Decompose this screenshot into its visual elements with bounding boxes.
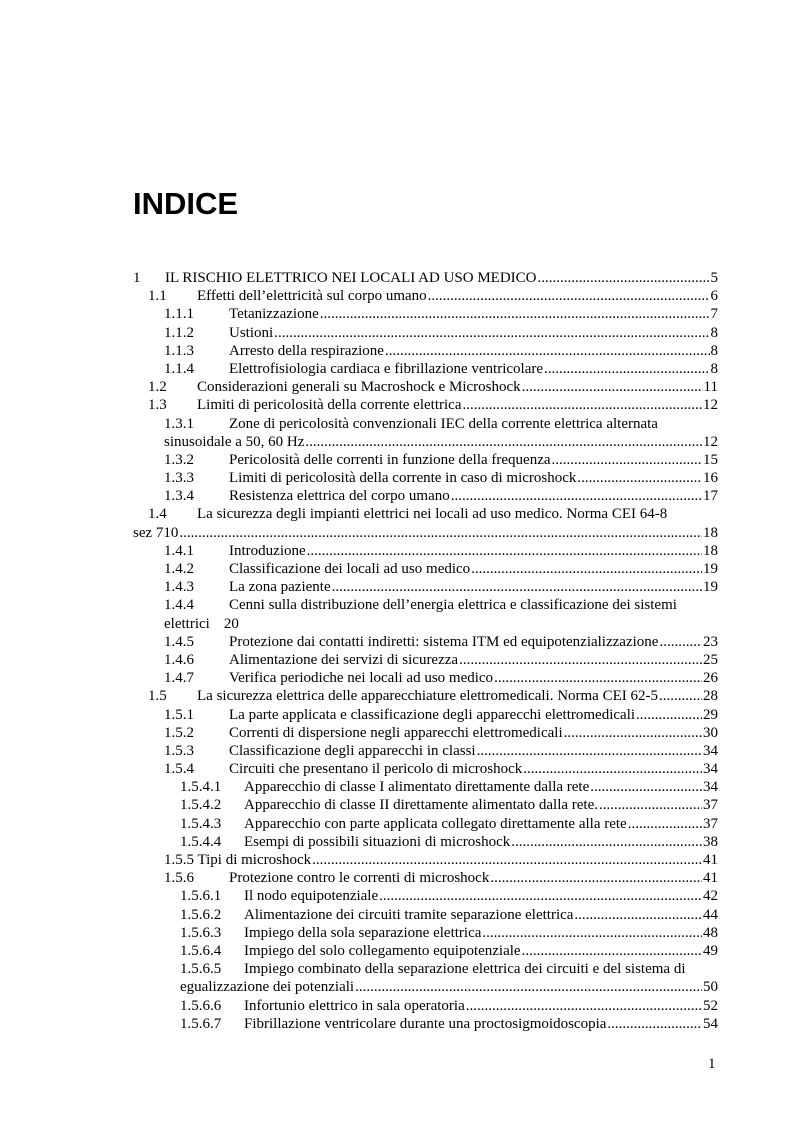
toc-entry-title: Impiego della sola separazione elettrica — [244, 924, 482, 941]
toc-entry — [0, 360, 793, 378]
toc-entry-page: 11 — [703, 379, 718, 396]
toc-leader-dots — [522, 378, 703, 396]
toc-entry-page: 44 — [703, 906, 718, 923]
toc-entry — [0, 924, 793, 942]
toc-entry-line — [197, 287, 718, 305]
toc-entry-title: Zone di pericolosità convenzionali IEC della corrente elettrica alternata — [229, 415, 658, 432]
toc-entry-title: Impiego del solo collegamento equipotenziale — [244, 942, 521, 959]
toc-leader-dots — [522, 942, 702, 960]
toc-entry-title: Alimentazione dei circuiti tramite separazione elettrica — [244, 906, 574, 923]
toc-entry-continuation — [0, 433, 793, 451]
toc-entry — [0, 906, 793, 924]
toc-entry-number: 1 — [133, 270, 141, 286]
toc-leader-dots — [544, 360, 709, 378]
toc-entry-line — [244, 778, 718, 796]
toc-entry-page: 34 — [703, 742, 718, 759]
toc-leader-dots — [477, 742, 702, 760]
toc-entry-page: 50 — [703, 979, 718, 996]
toc-leader-dots — [628, 815, 702, 833]
toc-entry-title: Classificazione dei locali ad uso medico — [229, 561, 471, 577]
toc-entry-title: Protezione dai contatti indiretti: sistema ITM ed equipotenzializzazione — [229, 633, 659, 650]
toc-entry-title: Resistenza elettrica del corpo umano — [229, 488, 450, 505]
toc-entry-number: 1.3.4 — [164, 488, 194, 505]
toc-entry-page: 48 — [703, 924, 718, 941]
toc-entry-title: Considerazioni generali su Macroshock e Microshock — [197, 379, 521, 396]
toc-entry-line — [229, 342, 718, 360]
toc-entry — [0, 633, 793, 651]
toc-leader-dots — [379, 887, 702, 905]
toc-entry-line — [244, 942, 718, 960]
toc-entry-page: 8 — [710, 342, 718, 359]
toc-leader-dots — [659, 633, 702, 651]
toc-leader-dots — [312, 851, 702, 869]
toc-entry-line — [229, 578, 718, 596]
toc-entry-number: 1.3 — [148, 397, 167, 414]
toc-entry-number: 1.1.4 — [164, 360, 194, 377]
toc-entry-page: 8 — [710, 324, 718, 341]
toc-entry-page: 15 — [703, 451, 718, 468]
toc-leader-dots — [179, 524, 702, 542]
toc-entry-title: Introduzione — [229, 542, 306, 559]
toc-leader-dots — [511, 833, 702, 851]
toc-entry-line — [229, 869, 718, 887]
toc-entry — [0, 778, 793, 796]
toc-entry-page: 37 — [703, 797, 718, 814]
toc-leader-dots — [462, 396, 702, 414]
toc-leader-dots — [490, 869, 702, 887]
toc-entry-line — [133, 524, 718, 542]
toc-entry-page: 18 — [703, 542, 718, 559]
toc-leader-dots — [636, 706, 702, 724]
toc-leader-dots — [482, 924, 702, 942]
toc-entry — [0, 742, 793, 760]
toc-entry-title: egualizzazione dei potenziali — [180, 979, 355, 996]
toc-entry — [0, 505, 793, 523]
toc-entry-page: 5 — [710, 270, 718, 286]
toc-entry-title: elettrici — [164, 615, 210, 632]
toc-entry-line — [229, 487, 718, 505]
toc-entry-number: 1.5.6.3 — [180, 924, 222, 941]
toc-entry-title: Classificazione degli apparecchi in classi — [229, 742, 476, 759]
toc-leader-dots — [274, 324, 709, 342]
toc-entry-page: 41 — [703, 852, 718, 868]
toc-entry-number: 1.5.4 — [164, 761, 194, 778]
toc-entry — [0, 269, 793, 287]
toc-entry-line — [244, 833, 718, 851]
toc-entry-line — [229, 633, 718, 651]
toc-leader-dots — [451, 487, 702, 505]
toc-entry-line — [229, 742, 718, 760]
toc-leader-dots — [574, 906, 702, 924]
toc-entry-number: 1.3.1 — [164, 415, 194, 432]
toc-entry — [0, 305, 793, 323]
toc-entry-title: Impiego combinato della separazione elettrica dei circuiti e del sistema di — [244, 961, 686, 978]
toc-entry — [0, 378, 793, 396]
toc-entry — [0, 997, 793, 1015]
toc-entry — [0, 487, 793, 505]
toc-entry-title: Esempi di possibili situazioni di microshock — [244, 833, 511, 850]
toc-entry-line — [165, 269, 718, 287]
toc-entry-line — [244, 796, 718, 814]
toc-entry-title: La zona paziente — [229, 579, 331, 596]
toc-entry-line — [180, 978, 718, 996]
toc-entry — [0, 578, 793, 596]
toc-entry-line — [244, 924, 718, 942]
toc-entry-line — [197, 687, 718, 705]
toc-leader-dots — [538, 269, 710, 287]
toc-entry-page: 23 — [703, 633, 718, 650]
toc-entry — [0, 560, 793, 578]
toc-entry-title: Tipi di microshock — [197, 852, 312, 868]
toc-entry-title: Tetanizzazione — [229, 306, 319, 323]
toc-entry — [0, 596, 793, 614]
toc-entry-continuation — [0, 615, 793, 633]
toc-entry-page: 19 — [703, 561, 718, 577]
toc-entry-title: Protezione contro le correnti di microshock — [229, 870, 490, 887]
toc-leader-dots — [355, 978, 702, 996]
toc-entry-line — [164, 433, 718, 451]
toc-entry-number: 1.5.5 — [164, 852, 194, 868]
toc-entry-title: La parte applicata e classificazione degli apparecchi elettromedicali — [229, 706, 636, 723]
toc-entry-page: 37 — [703, 815, 718, 832]
toc-entry-page: 16 — [703, 470, 718, 487]
toc-leader-dots — [320, 305, 710, 323]
toc-entry-line — [244, 906, 718, 924]
toc-entry — [0, 469, 793, 487]
toc-entry-title: Circuiti che presentano il pericolo di microshock — [229, 761, 523, 778]
toc-entry-number: 1.5.1 — [164, 706, 194, 723]
toc-entry — [0, 942, 793, 960]
toc-entry-line — [229, 542, 718, 560]
toc-entry-number: 1.5.4.2 — [180, 797, 222, 814]
toc-leader-dots — [459, 651, 702, 669]
toc-entry-page: 49 — [703, 942, 718, 959]
toc-leader-dots — [523, 760, 702, 778]
toc-entry — [0, 651, 793, 669]
toc-entry-line — [229, 451, 718, 469]
toc-entry-number: 1.5.4.4 — [180, 833, 222, 850]
toc-leader-dots — [577, 469, 702, 487]
toc-entry — [0, 1015, 793, 1033]
toc-entry-title: IL RISCHIO ELETTRICO NEI LOCALI AD USO MEDICO — [165, 270, 537, 286]
toc-entry-line — [244, 997, 718, 1015]
toc-entry-number: 1.4.1 — [164, 542, 194, 559]
toc-entry-number: 1.1.1 — [164, 306, 194, 323]
toc-entry-number: 1.5.6.7 — [180, 1015, 222, 1032]
toc-entry-title: La sicurezza degli impianti elettrici nei locali ad uso medico. Norma CEI 64-8 — [197, 506, 668, 523]
toc-entry-number: 1.5.6.6 — [180, 997, 222, 1014]
toc-entry-continuation — [0, 524, 793, 542]
toc-entry-line — [229, 469, 718, 487]
toc-entry-number: 1.4.2 — [164, 561, 194, 577]
toc-entry-title — [164, 851, 311, 869]
toc-entry-line — [197, 396, 718, 414]
toc-entry-title: Correnti di dispersione negli apparecchi elettromedicali — [229, 724, 563, 741]
page-title: INDICE — [133, 186, 239, 221]
toc-entry-title: Fibrillazione ventricolare durante una proctosigmoidoscopia — [244, 1015, 607, 1032]
toc-entry-number: 1.5.2 — [164, 724, 194, 741]
toc-entry-line — [229, 669, 718, 687]
toc-entry — [0, 415, 793, 433]
toc-entry-line — [164, 851, 718, 869]
toc-entry-page: 7 — [710, 306, 718, 323]
toc-entry-continuation — [0, 978, 793, 996]
toc-leader-dots — [466, 997, 702, 1015]
toc-entry-title: sinusoidale a 50, 60 Hz — [164, 433, 305, 450]
toc-entry-line — [229, 305, 718, 323]
toc-entry-number: 1.5.6 — [164, 870, 194, 887]
toc-entry-page: 34 — [703, 761, 718, 778]
toc-entry-line — [229, 760, 718, 778]
toc-entry-title: Alimentazione dei servizi di sicurezza — [229, 651, 459, 668]
toc-entry-page: 41 — [703, 870, 718, 887]
toc-entry-page: 17 — [703, 488, 718, 505]
toc-entry-number: 1.4.4 — [164, 597, 194, 614]
toc-entry — [0, 887, 793, 905]
toc-leader-dots — [599, 796, 702, 814]
toc-entry-title: Verifica periodiche nei locali ad uso medico — [229, 670, 494, 687]
toc-entry-title: Il nodo equipotenziale — [244, 888, 379, 905]
toc-leader-dots — [494, 669, 702, 687]
toc-entry — [0, 869, 793, 887]
toc-entry-line — [197, 378, 718, 396]
toc-entry-number: 1.5.6.4 — [180, 942, 222, 959]
toc-leader-dots — [564, 724, 702, 742]
toc-entry-line — [229, 324, 718, 342]
toc-leader-dots — [307, 542, 702, 560]
toc-entry-number: 1.4.3 — [164, 579, 194, 596]
toc-entry-line — [164, 615, 239, 633]
toc-leader-dots — [428, 287, 710, 305]
toc-entry-title: La sicurezza elettrica delle apparecchiature elettromedicali. Norma CEI 62-5 — [197, 688, 659, 705]
toc-entry-page: 12 — [703, 397, 718, 414]
toc-entry-page: 52 — [703, 997, 718, 1014]
toc-entry-number: 1.5.4.1 — [180, 779, 222, 796]
toc-entry-title: Infortunio elettrico in sala operatoria — [244, 997, 465, 1014]
toc-entry-title: Elettrofisiologia cardiaca e fibrillazione ventricolare — [229, 360, 544, 377]
toc-entry — [0, 287, 793, 305]
toc-entry — [0, 669, 793, 687]
toc-entry-line — [229, 724, 718, 742]
toc-entry — [0, 542, 793, 560]
toc-entry-line — [229, 560, 718, 578]
toc-entry-title: Limiti di pericolosità della corrente elettrica — [197, 397, 462, 414]
toc-entry-number: 1.1 — [148, 288, 167, 305]
toc-entry-page: 18 — [703, 524, 718, 541]
toc-entry-number: 1.5.3 — [164, 742, 194, 759]
toc-entry — [0, 833, 793, 851]
toc-entry-number: 1.4.5 — [164, 633, 194, 650]
toc-entry-title: Cenni sulla distribuzione dell’energia elettrica e classificazione dei sistemi — [229, 597, 677, 614]
toc-entry-page: 42 — [703, 888, 718, 905]
toc-entry-number: 1.4.6 — [164, 651, 194, 668]
toc-entry-title: Ustioni — [229, 324, 274, 341]
toc-entry-page: 29 — [703, 706, 718, 723]
toc-entry-number: 1.2 — [148, 379, 167, 396]
toc-entry-line — [229, 360, 718, 378]
toc-entry-line — [244, 1015, 718, 1033]
toc-entry — [0, 706, 793, 724]
toc-entry-page: 12 — [703, 433, 718, 450]
toc-entry-page: 19 — [703, 579, 718, 596]
toc-entry-number: 1.5.6.5 — [180, 961, 222, 978]
toc-entry-number: 1.4 — [148, 506, 167, 523]
toc-leader-dots — [332, 578, 702, 596]
toc-leader-dots — [659, 687, 702, 705]
toc-entry-line — [229, 651, 718, 669]
toc-entry-title: Pericolosità delle correnti in funzione della frequenza — [229, 451, 551, 468]
toc-entry — [0, 324, 793, 342]
toc-leader-dots — [471, 560, 702, 578]
toc-entry-page: 30 — [703, 724, 718, 741]
toc-entry-page: 20 — [223, 615, 239, 632]
toc-entry-number: 1.1.3 — [164, 342, 194, 359]
toc-entry-number: 1.5.6.1 — [180, 888, 222, 905]
toc-entry-number: 1.4.7 — [164, 670, 194, 687]
toc-entry — [0, 851, 793, 869]
toc-entry — [0, 760, 793, 778]
toc-entry — [0, 342, 793, 360]
toc-entry-page: 8 — [710, 360, 718, 377]
toc-leader-dots — [607, 1015, 702, 1033]
toc-entry-page: 28 — [703, 688, 718, 705]
toc-entry-number: 1.3.2 — [164, 451, 194, 468]
toc-entry-page: 25 — [703, 651, 718, 668]
toc-entry-title: sez 710 — [133, 524, 179, 541]
toc-entry — [0, 396, 793, 414]
toc-entry-title: Apparecchio di classe II direttamente alimentato dalla rete. — [244, 797, 599, 814]
toc-entry-number: 1.5 — [148, 688, 167, 705]
toc-leader-dots — [385, 342, 710, 360]
toc-entry — [0, 687, 793, 705]
toc-entry — [0, 960, 793, 978]
toc-entry-number: 1.3.3 — [164, 470, 194, 487]
toc-entry-line — [244, 887, 718, 905]
toc-entry-number: 1.5.4.3 — [180, 815, 222, 832]
toc-entry-number: 1.1.2 — [164, 324, 194, 341]
toc-entry-page: 38 — [703, 833, 718, 850]
toc-leader-dots — [590, 778, 702, 796]
toc-entry-title: Apparecchio di classe I alimentato direttamente dalla rete — [244, 779, 590, 796]
toc-entry-title: Arresto della respirazione — [229, 342, 384, 359]
toc-entry — [0, 724, 793, 742]
toc-entry-line — [244, 815, 718, 833]
table-of-contents — [0, 269, 793, 1033]
toc-entry-title: Apparecchio con parte applicata collegato direttamente alla rete — [244, 815, 627, 832]
toc-entry-page: 34 — [703, 779, 718, 796]
toc-entry — [0, 796, 793, 814]
page-number: 1 — [708, 1056, 716, 1072]
toc-entry-page: 54 — [703, 1015, 718, 1032]
toc-entry-title: Limiti di pericolosità della corrente in caso di microshock — [229, 470, 577, 487]
toc-entry-title: Effetti dell’elettricità sul corpo umano — [197, 288, 427, 305]
toc-entry-number: 1.5.6.2 — [180, 906, 222, 923]
toc-leader-dots — [305, 433, 702, 451]
toc-entry-line — [229, 706, 718, 724]
toc-entry — [0, 451, 793, 469]
toc-leader-dots — [552, 451, 702, 469]
toc-entry-page: 26 — [703, 670, 718, 687]
toc-entry — [0, 815, 793, 833]
toc-entry-page: 6 — [710, 288, 718, 305]
